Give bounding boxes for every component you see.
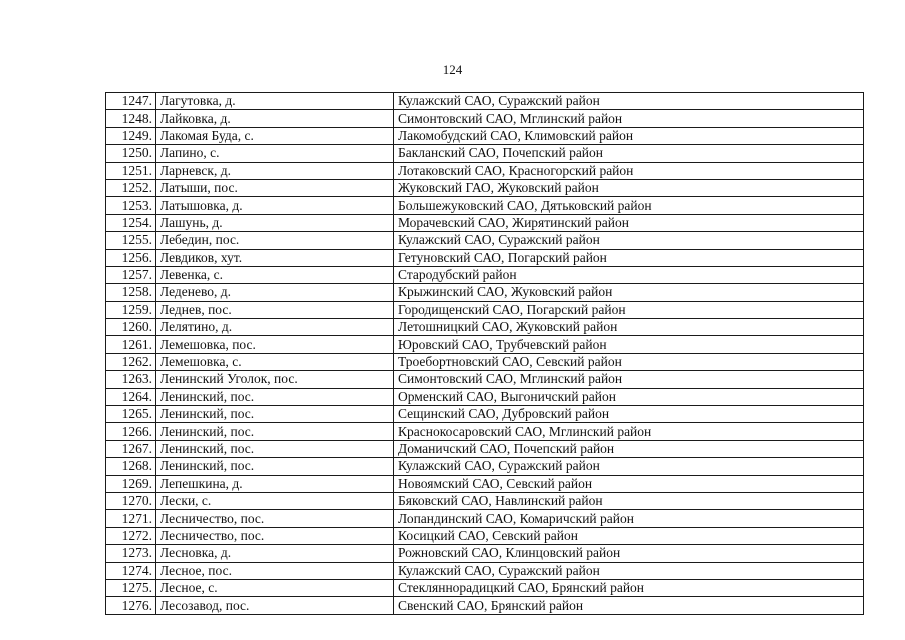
row-number-cell: 1255. [106,232,156,249]
row-number-cell: 1275. [106,579,156,596]
row-number-cell: 1265. [106,406,156,423]
row-number-cell: 1247. [106,93,156,110]
table-row [106,249,864,266]
table-row [106,440,864,457]
row-number-cell: 1258. [106,284,156,301]
table-row [106,458,864,475]
row-number-cell: 1270. [106,492,156,509]
settlement-name-cell: Латыши, пос. [156,179,394,196]
settlement-name-cell: Лемешовка, с. [156,353,394,370]
settlement-name-cell: Лесничество, пос. [156,527,394,544]
row-number-cell: 1260. [106,319,156,336]
row-number-cell: 1251. [106,162,156,179]
settlement-name-cell: Лелятино, д. [156,319,394,336]
settlement-name-cell: Ленинский, пос. [156,423,394,440]
settlement-name-cell: Лагутовка, д. [156,93,394,110]
row-number-cell: 1261. [106,336,156,353]
table-row [106,319,864,336]
row-number-cell: 1276. [106,597,156,614]
settlement-name-cell: Левенка, с. [156,266,394,283]
table-row [106,232,864,249]
row-number-cell: 1269. [106,475,156,492]
administrative-unit-cell: Кулажский САО, Суражский район [394,562,864,579]
administrative-unit-cell: Городищенский САО, Погарский район [394,301,864,318]
administrative-unit-cell: Рожновский САО, Клинцовский район [394,545,864,562]
settlement-name-cell: Лесное, пос. [156,562,394,579]
administrative-unit-cell: Симонтовский САО, Мглинский район [394,371,864,388]
row-number-cell: 1268. [106,458,156,475]
table-row [106,301,864,318]
settlement-name-cell: Ленинский, пос. [156,458,394,475]
row-number-cell: 1267. [106,440,156,457]
settlement-name-cell: Лески, с. [156,492,394,509]
settlement-name-cell: Ленинский, пос. [156,406,394,423]
administrative-unit-cell: Юровский САО, Трубчевский район [394,336,864,353]
table-row [106,406,864,423]
administrative-unit-cell: Жуковский ГАО, Жуковский район [394,179,864,196]
administrative-unit-cell: Лакомобудский САО, Климовский район [394,127,864,144]
table-row [106,145,864,162]
settlement-name-cell: Левдиков, хут. [156,249,394,266]
settlement-name-cell: Ларневск, д. [156,162,394,179]
table-row [106,562,864,579]
settlement-name-cell: Лайковка, д. [156,110,394,127]
administrative-unit-cell: Стекляннорадицкий САО, Брянский район [394,579,864,596]
administrative-unit-cell: Орменский САО, Выгоничский район [394,388,864,405]
table-row [106,197,864,214]
administrative-unit-cell: Гетуновский САО, Погарский район [394,249,864,266]
row-number-cell: 1254. [106,214,156,231]
table-row [106,371,864,388]
settlement-name-cell: Леднев, пос. [156,301,394,318]
table-row [106,492,864,509]
administrative-unit-cell: Кулажский САО, Суражский район [394,458,864,475]
settlements-table [105,92,864,615]
administrative-unit-cell: Большежуковский САО, Дятьковский район [394,197,864,214]
settlement-name-cell: Леденево, д. [156,284,394,301]
administrative-unit-cell: Бяковский САО, Навлинский район [394,492,864,509]
table-body [106,93,864,615]
table-row [106,284,864,301]
row-number-cell: 1256. [106,249,156,266]
administrative-unit-cell: Новоямский САО, Севский район [394,475,864,492]
settlement-name-cell: Ленинский, пос. [156,388,394,405]
table-row [106,388,864,405]
row-number-cell: 1271. [106,510,156,527]
settlement-name-cell: Лесничество, пос. [156,510,394,527]
table-row [106,545,864,562]
table-row [106,597,864,614]
row-number-cell: 1259. [106,301,156,318]
table-row [106,110,864,127]
table-row [106,93,864,110]
row-number-cell: 1257. [106,266,156,283]
administrative-unit-cell: Кулажский САО, Суражский район [394,93,864,110]
page-number: 124 [442,62,463,77]
administrative-unit-cell: Стародубский район [394,266,864,283]
row-number-cell: 1274. [106,562,156,579]
administrative-unit-cell: Морачевский САО, Жирятинский район [394,214,864,231]
table-row [106,336,864,353]
settlement-name-cell: Лапино, с. [156,145,394,162]
table-row [106,423,864,440]
administrative-unit-cell: Доманичский САО, Почепский район [394,440,864,457]
table-row [106,510,864,527]
settlement-name-cell: Лесозавод, пос. [156,597,394,614]
table-row [106,162,864,179]
table-row [106,127,864,144]
settlement-name-cell: Лемешовка, пос. [156,336,394,353]
administrative-unit-cell: Лотаковский САО, Красногорский район [394,162,864,179]
administrative-unit-cell: Сещинский САО, Дубровский район [394,406,864,423]
row-number-cell: 1272. [106,527,156,544]
table-row [106,579,864,596]
settlement-name-cell: Латышовка, д. [156,197,394,214]
administrative-unit-cell: Краснокосаровский САО, Мглинский район [394,423,864,440]
administrative-unit-cell: Лопандинский САО, Комаричский район [394,510,864,527]
row-number-cell: 1266. [106,423,156,440]
administrative-unit-cell: Косицкий САО, Севский район [394,527,864,544]
settlement-name-cell: Лесное, с. [156,579,394,596]
row-number-cell: 1250. [106,145,156,162]
row-number-cell: 1249. [106,127,156,144]
row-number-cell: 1262. [106,353,156,370]
settlement-name-cell: Ленинский Уголок, пос. [156,371,394,388]
administrative-unit-cell: Крыжинский САО, Жуковский район [394,284,864,301]
administrative-unit-cell: Свенский САО, Брянский район [394,597,864,614]
table-row [106,475,864,492]
settlement-name-cell: Лебедин, пос. [156,232,394,249]
settlement-name-cell: Лепешкина, д. [156,475,394,492]
administrative-unit-cell: Бакланский САО, Почепский район [394,145,864,162]
settlement-name-cell: Ленинский, пос. [156,440,394,457]
table-row [106,353,864,370]
administrative-unit-cell: Троебортновский САО, Севский район [394,353,864,370]
settlement-name-cell: Лашунь, д. [156,214,394,231]
row-number-cell: 1264. [106,388,156,405]
administrative-unit-cell: Симонтовский САО, Мглинский район [394,110,864,127]
table-row [106,214,864,231]
settlement-name-cell: Лесновка, д. [156,545,394,562]
administrative-unit-cell: Летошницкий САО, Жуковский район [394,319,864,336]
administrative-unit-cell: Кулажский САО, Суражский район [394,232,864,249]
settlement-name-cell: Лакомая Буда, с. [156,127,394,144]
row-number-cell: 1273. [106,545,156,562]
row-number-cell: 1252. [106,179,156,196]
row-number-cell: 1253. [106,197,156,214]
row-number-cell: 1263. [106,371,156,388]
table-row [106,179,864,196]
table-row [106,527,864,544]
table-row [106,266,864,283]
row-number-cell: 1248. [106,110,156,127]
